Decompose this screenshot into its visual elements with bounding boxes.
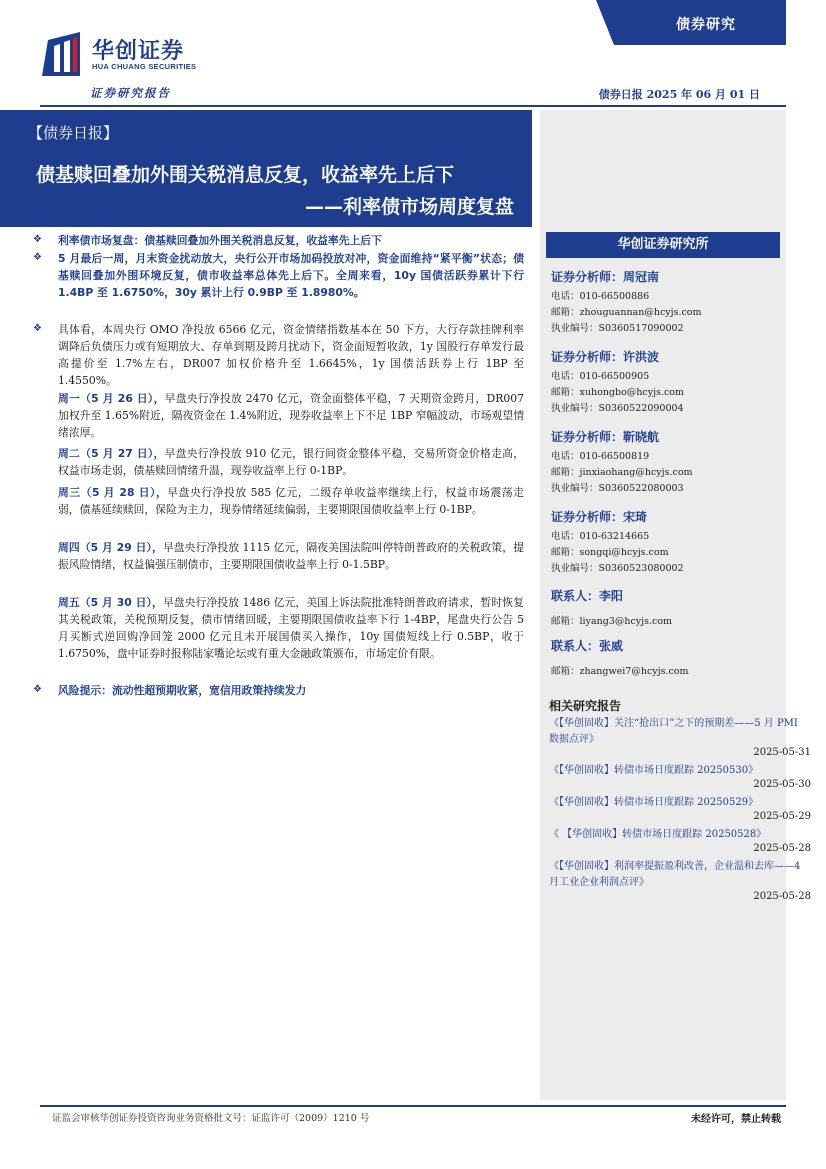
analyst-phone: 电话：010-66500886 [551,291,650,302]
related-report-date: 2025-05-29 [753,811,811,822]
diamond-bullet-icon: ❖ [33,323,42,334]
day-text: 早盘央行净投放 585 亿元，二级存单收益率继续上行，权益市场震荡走弱，债基延续赎回，保险为主力，现券情绪延续偏弱，主要期限国债收益率上行 0-1BP。 [58,486,524,516]
analyst-card [551,508,781,574]
day-label: 周二（5 月 27 日）， [58,447,165,460]
related-report-date: 2025-05-28 [753,891,811,902]
title-banner [0,110,532,227]
summary-point-1-text: 债基赎回叠加外围关税消息反复，收益率先上后下 [144,234,382,247]
risk-heading: 风险提示： [58,684,112,697]
summary-point-1 [58,232,524,249]
company-logo [40,32,210,82]
contact-name: 联系人：张威 [551,639,624,653]
analyst-license: 执业编号：S0360522090004 [551,403,684,414]
related-report-date: 2025-05-31 [753,747,811,758]
analyst-phone: 电话：010-66500819 [551,451,650,462]
related-report-link[interactable]: 《【华创固收】利润率提振盈利改善，企业温和去库——4 月工业企业利润点评》 [549,861,801,888]
analyst-email[interactable]: 邮箱：jinxiaohang@hcyjs.com [551,467,693,478]
day-tuesday [58,445,524,479]
related-report-link[interactable]: 《【华创固收】转债市场日度跟踪 20250529》 [549,797,759,808]
analyst-license: 执业编号：S0360517090002 [551,323,684,334]
day-text: 早盘央行净投放 1115 亿元，隔夜美国法院叫停特朗普政府的关税政策，提振风险情绪，权益偏强压制债市，主要期限国债收益率上行 0-1.5BP。 [58,541,524,571]
company-logo-icon [40,32,88,76]
related-report-link[interactable]: 《【华创固收】关注“抢出口”之下的预期差——5 月 PMI 数据点评》 [549,718,798,745]
day-label: 周四（5 月 29 日）， [58,541,163,554]
related-report-date: 2025-05-30 [753,779,811,790]
day-friday [58,594,524,662]
analyst-email[interactable]: 邮箱：zhouguannan@hcyjs.com [551,307,702,318]
report-tag: 【债券日报】 [28,124,119,142]
summary-point-1-heading: 利率债市场复盘： [58,234,145,247]
footer-notice: 未经许可，禁止转载 [691,1114,781,1125]
analyst-name: 证券分析师：周冠南 [551,270,660,284]
risk-warning [58,682,524,699]
footer-license: 证监会审核华创证券投资咨询业务资格批文号：证监许可（2009）1210 号 [52,1113,370,1124]
analyst-name: 证券分析师：靳晓航 [551,430,660,444]
analyst-phone: 电话：010-63214665 [551,531,650,542]
day-label: 周三（5 月 28 日）， [58,486,168,499]
page-subtitle: ——利率债市场周度复盘 [304,196,514,218]
contact-email[interactable]: 邮箱：liyang3@hcyjs.com [551,616,673,627]
diamond-bullet-icon: ❖ [33,252,42,263]
risk-text: 流动性超预期收紧，宽信用政策持续发力 [111,684,307,697]
page-title: 债基赎回叠加外围关税消息反复，收益率先上后下 [36,164,455,186]
related-report-link[interactable]: 《 【华创固收】转债市场日度跟踪 20250528》 [549,829,767,840]
report-type: 证券研究报告 [90,86,171,100]
analyst-license: 执业编号：S0360523080002 [551,563,684,574]
analyst-email[interactable]: 邮箱：songqi@hcyjs.com [551,547,669,558]
footer-divider [40,1105,786,1107]
day-label: 周一（5 月 26 日）， [58,392,165,405]
analyst-card [551,428,781,494]
diamond-bullet-icon: ❖ [33,684,42,695]
logo-chinese-name: 华创证券 [92,39,185,64]
related-reports-title: 相关研究报告 [549,699,622,713]
analyst-card [551,348,781,414]
report-date: 债券日报 2025 年 06 月 01 日 [598,88,760,101]
contact-card [551,587,781,627]
analyst-phone: 电话：010-66500905 [551,371,650,382]
sidebar-heading: 华创证券研究所 [546,232,780,258]
header-divider [40,105,786,107]
contact-name: 联系人：李阳 [551,589,624,603]
day-wednesday [58,484,524,518]
day-monday [58,390,524,441]
analyst-name: 证券分析师：许洪波 [551,350,660,364]
summary-point-3: 具体看，本周央行 OMO 净投放 6566 亿元，资金情绪指数基本在 50 下方，大行存款挂牌利率调降后负债压力或有短期放大、存单到期及跨月扰动下，资金面短暂收敛，1y 国股行存单发行最高提价至 1.7%左右，DR007 加权价格升至 1.6645%，1y 国债活跃券上行 1BP 至 1.4550%。 [58,323,524,387]
day-label: 周五（5 月 30 日）， [58,596,163,609]
analyst-license: 执业编号：S0360522080003 [551,483,684,494]
day-text: 早盘央行净投放 1486 亿元，美国上诉法院批准特朗普政府请求，暂时恢复其关税政策，关税预期反复，债市情绪回暖，主要期限国债收益率下行 1-4BP，尾盘央行公告 5 月买断式逆回购净回笼 2000 亿元且未开展国债买入操作，10y 国债短线上行 0.5BP，收于 1.6750%，盘中证券时报称陆家嘴论坛或有重大金融政策颁布，市场定价有限。 [58,596,524,660]
analyst-card [551,268,781,334]
day-thursday [58,539,524,573]
logo-english-name: HUA CHUANG SECURITIES [92,62,197,71]
diamond-bullet-icon: ❖ [33,234,42,245]
related-report-date: 2025-05-28 [753,843,811,854]
related-report-link[interactable]: 《【华创固收】转债市场日度跟踪 20250530》 [549,765,759,776]
analyst-name: 证券分析师：宋琦 [551,510,648,524]
day-text: 早盘央行净投放 910 亿元，银行间资金整体平稳，交易所资金价格走高，权益市场走弱，债基赎回情绪升温，现券收益率上行 0-1BP。 [58,447,524,477]
contact-card [551,637,781,677]
section-tab-label: 债券研究 [676,17,736,33]
analyst-email[interactable]: 邮箱：xuhongbo@hcyjs.com [551,387,685,398]
contact-email[interactable]: 邮箱：zhangwei7@hcyjs.com [551,666,689,677]
summary-point-2: 5 月最后一周，月末资金扰动放大，央行公开市场加码投放对冲，资金面维持“紧平衡”状态；债基赎回叠加外围环境反复，债市收益率总体先上后下。全周来看，10y 国债活跃券累计下行 1.4BP 至 1.6750%，30y 累计上行 0.9BP 至 1.8980%。 [58,252,524,299]
day-text: 早盘央行净投放 2470 亿元，资金面整体平稳，7 天期资金跨月，DR007 加权升至 1.65%附近，隔夜资金在 1.4%附近，现券收益率上下不足 1BP 窄幅波动，市场观望情绪浓厚。 [58,392,524,439]
